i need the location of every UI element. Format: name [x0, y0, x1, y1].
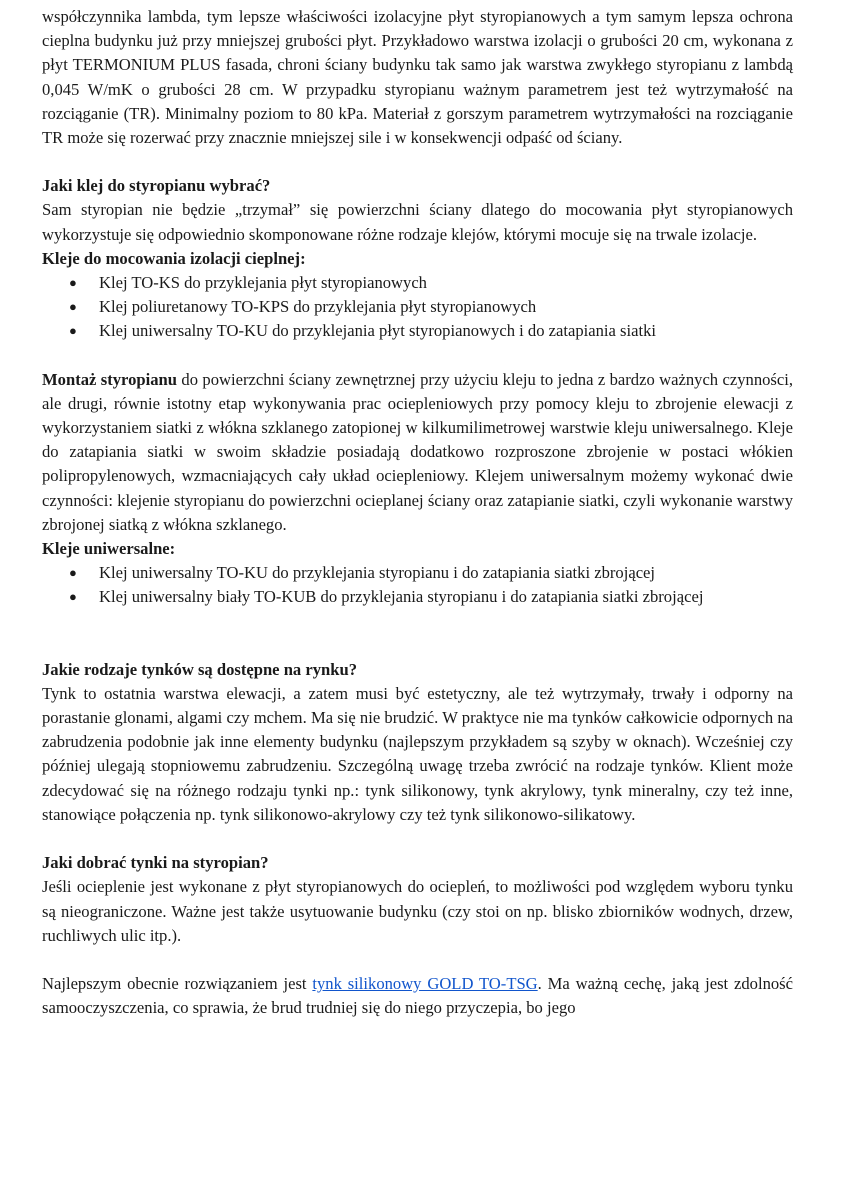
plaster-types-paragraph: Tynk to ostatnia warstwa elewacji, a zatem musi być estetyczny, ale też wytrzymały, trwały i odporny na porastanie glonami, algami czy mchem. Ma się nie brudzić. W praktyce nie ma tynków całkowicie odpornych na zabrudzenia podobnie jak inne elementy budynku (najlepszym przykładem są szyby w oknach). Wcześniej czy później ulegają stopniowemu zabrudzeniu. Szczególną uwagę trzeba zwrócić na rodzaje tynków. Klient może zdecydować się na różnego rodzaju tynki np.: tynk silikonowy, tynk akrylowy, tynk mineralny, czy też inne, stanowiące połączenia np. tynk silikonowo-akrylowy czy też tynk silikonowo-silikatowy. — [42, 683, 793, 824]
installation-text: do powierzchni ściany zewnętrznej przy użyciu kleju to jedna z bardzo ważnych czynności, ale drugi, równie istotny etap wykonywania prac ociepleniowych przy pomocy kleju to zbrojenie elewacji z wykorzystaniem siatki z włókna szklanego zatopionej w kilkumilimetrowej warstwie kleju uniwersalnego. Kleje do zatapiania siatki w swoim składzie posiadają dodatkowo rozproszone zbrojenie w postaci włókien polipropylenowych, wzmacniających cały układ ociepleniowy. Klejem uniwersalnym możemy wykonać dwie czynności: klejenie styropianu do powierzchni ocieplanej ściany oraz zatapianie siatki, czyli wykonanie warstwy zbrojonej siatką z włókna szklanego. — [42, 369, 794, 534]
bullet-icon: ● — [69, 589, 77, 605]
best-solution-paragraph — [42, 972, 793, 1020]
list-item — [42, 561, 793, 585]
document-page — [42, 0, 793, 1020]
list-item-text: Klej TO-KS do przyklejania płyt styropianowych — [99, 273, 427, 293]
best-solution-text-before: Najlepszym obecnie rozwiązaniem jest — [42, 973, 313, 993]
list-item — [42, 295, 793, 319]
bold-lead: Montaż styropianu — [42, 369, 178, 389]
thermal-glues-list — [42, 271, 793, 344]
list-item-text: Klej uniwersalny biały TO-KUB do przyklejania styropianu i do zatapiania siatki zbrojącej — [99, 587, 704, 607]
list-item-text: Klej poliuretanowy TO-KPS do przyklejania płyt styropianowych — [99, 297, 537, 317]
list-item — [42, 319, 793, 343]
list-item-text: Klej uniwersalny TO-KU do przyklejania styropianu i do zatapiania siatki zbrojącej — [99, 563, 656, 583]
bullet-icon: ● — [69, 299, 77, 315]
list-heading-universal-glues: Kleje uniwersalne: — [42, 539, 176, 559]
silicone-plaster-link[interactable]: tynk silikonowy GOLD TO-TSG — [312, 973, 538, 993]
best-solution-text-after: . Ma ważną cechę, jaką jest zdolność samooczyszczenia, co sprawia, że brud trudniej się do niego przyczepia, bo jego — [42, 973, 793, 1018]
list-item — [42, 585, 793, 609]
list-item — [42, 271, 793, 295]
bullet-icon: ● — [69, 275, 77, 291]
installation-paragraph — [42, 368, 793, 537]
heading-plaster-choice: Jaki dobrać tynki na styropian? — [42, 853, 269, 873]
bullet-icon: ● — [69, 565, 77, 581]
heading-glue-choice: Jaki klej do styropianu wybrać? — [42, 176, 271, 196]
intro-paragraph: współczynnika lambda, tym lepsze właściwości izolacyjne płyt styropianowych a tym samym lepsza ochrona cieplna budynku już przy mniejszej grubości płyt. Przykładowo warstwa izolacji o grubości 20 cm, wykonana z płyt TERMONIUM PLUS fasada, chroni ściany budynku tak samo jak warstwa zwykłego styropianu z lambdą 0,045 W/mK o grubości 28 cm. W przypadku styropianu ważnym parametrem jest też wytrzymałość na rozciąganie (TR). Minimalny poziom to 80 kPa. Materiał z gorszym parametrem wytrzymałości na rozciąganie TR może się rozerwać przy znacznie mniejszej sile i w konsekwencji odpaść od ściany. — [42, 7, 793, 148]
bullet-icon: ● — [69, 323, 77, 339]
plaster-choice-paragraph: Jeśli ocieplenie jest wykonane z płyt styropianowych do ociepleń, to możliwości pod względem wyboru tynku są nieograniczone. Ważne jest także usytuowanie budynku (czy stoi on np. blisko zbiorników wodnych, drzew, ruchliwych ulic itp.). — [42, 877, 793, 945]
list-heading-thermal-glues: Kleje do mocowania izolacji cieplnej: — [42, 248, 306, 268]
heading-plaster-types: Jakie rodzaje tynków są dostępne na rynku? — [42, 659, 358, 679]
list-item-text: Klej uniwersalny TO-KU do przyklejania płyt styropianowych i do zatapiania siatki — [99, 321, 656, 341]
universal-glues-list — [42, 561, 793, 609]
glue-paragraph: Sam styropian nie będzie „trzymał” się powierzchni ściany dlatego do mocowania płyt styropianowych wykorzystuje się odpowiednio skomponowane różne rodzaje klejów, którymi mocuje się na trwale izolacje. — [42, 200, 793, 244]
